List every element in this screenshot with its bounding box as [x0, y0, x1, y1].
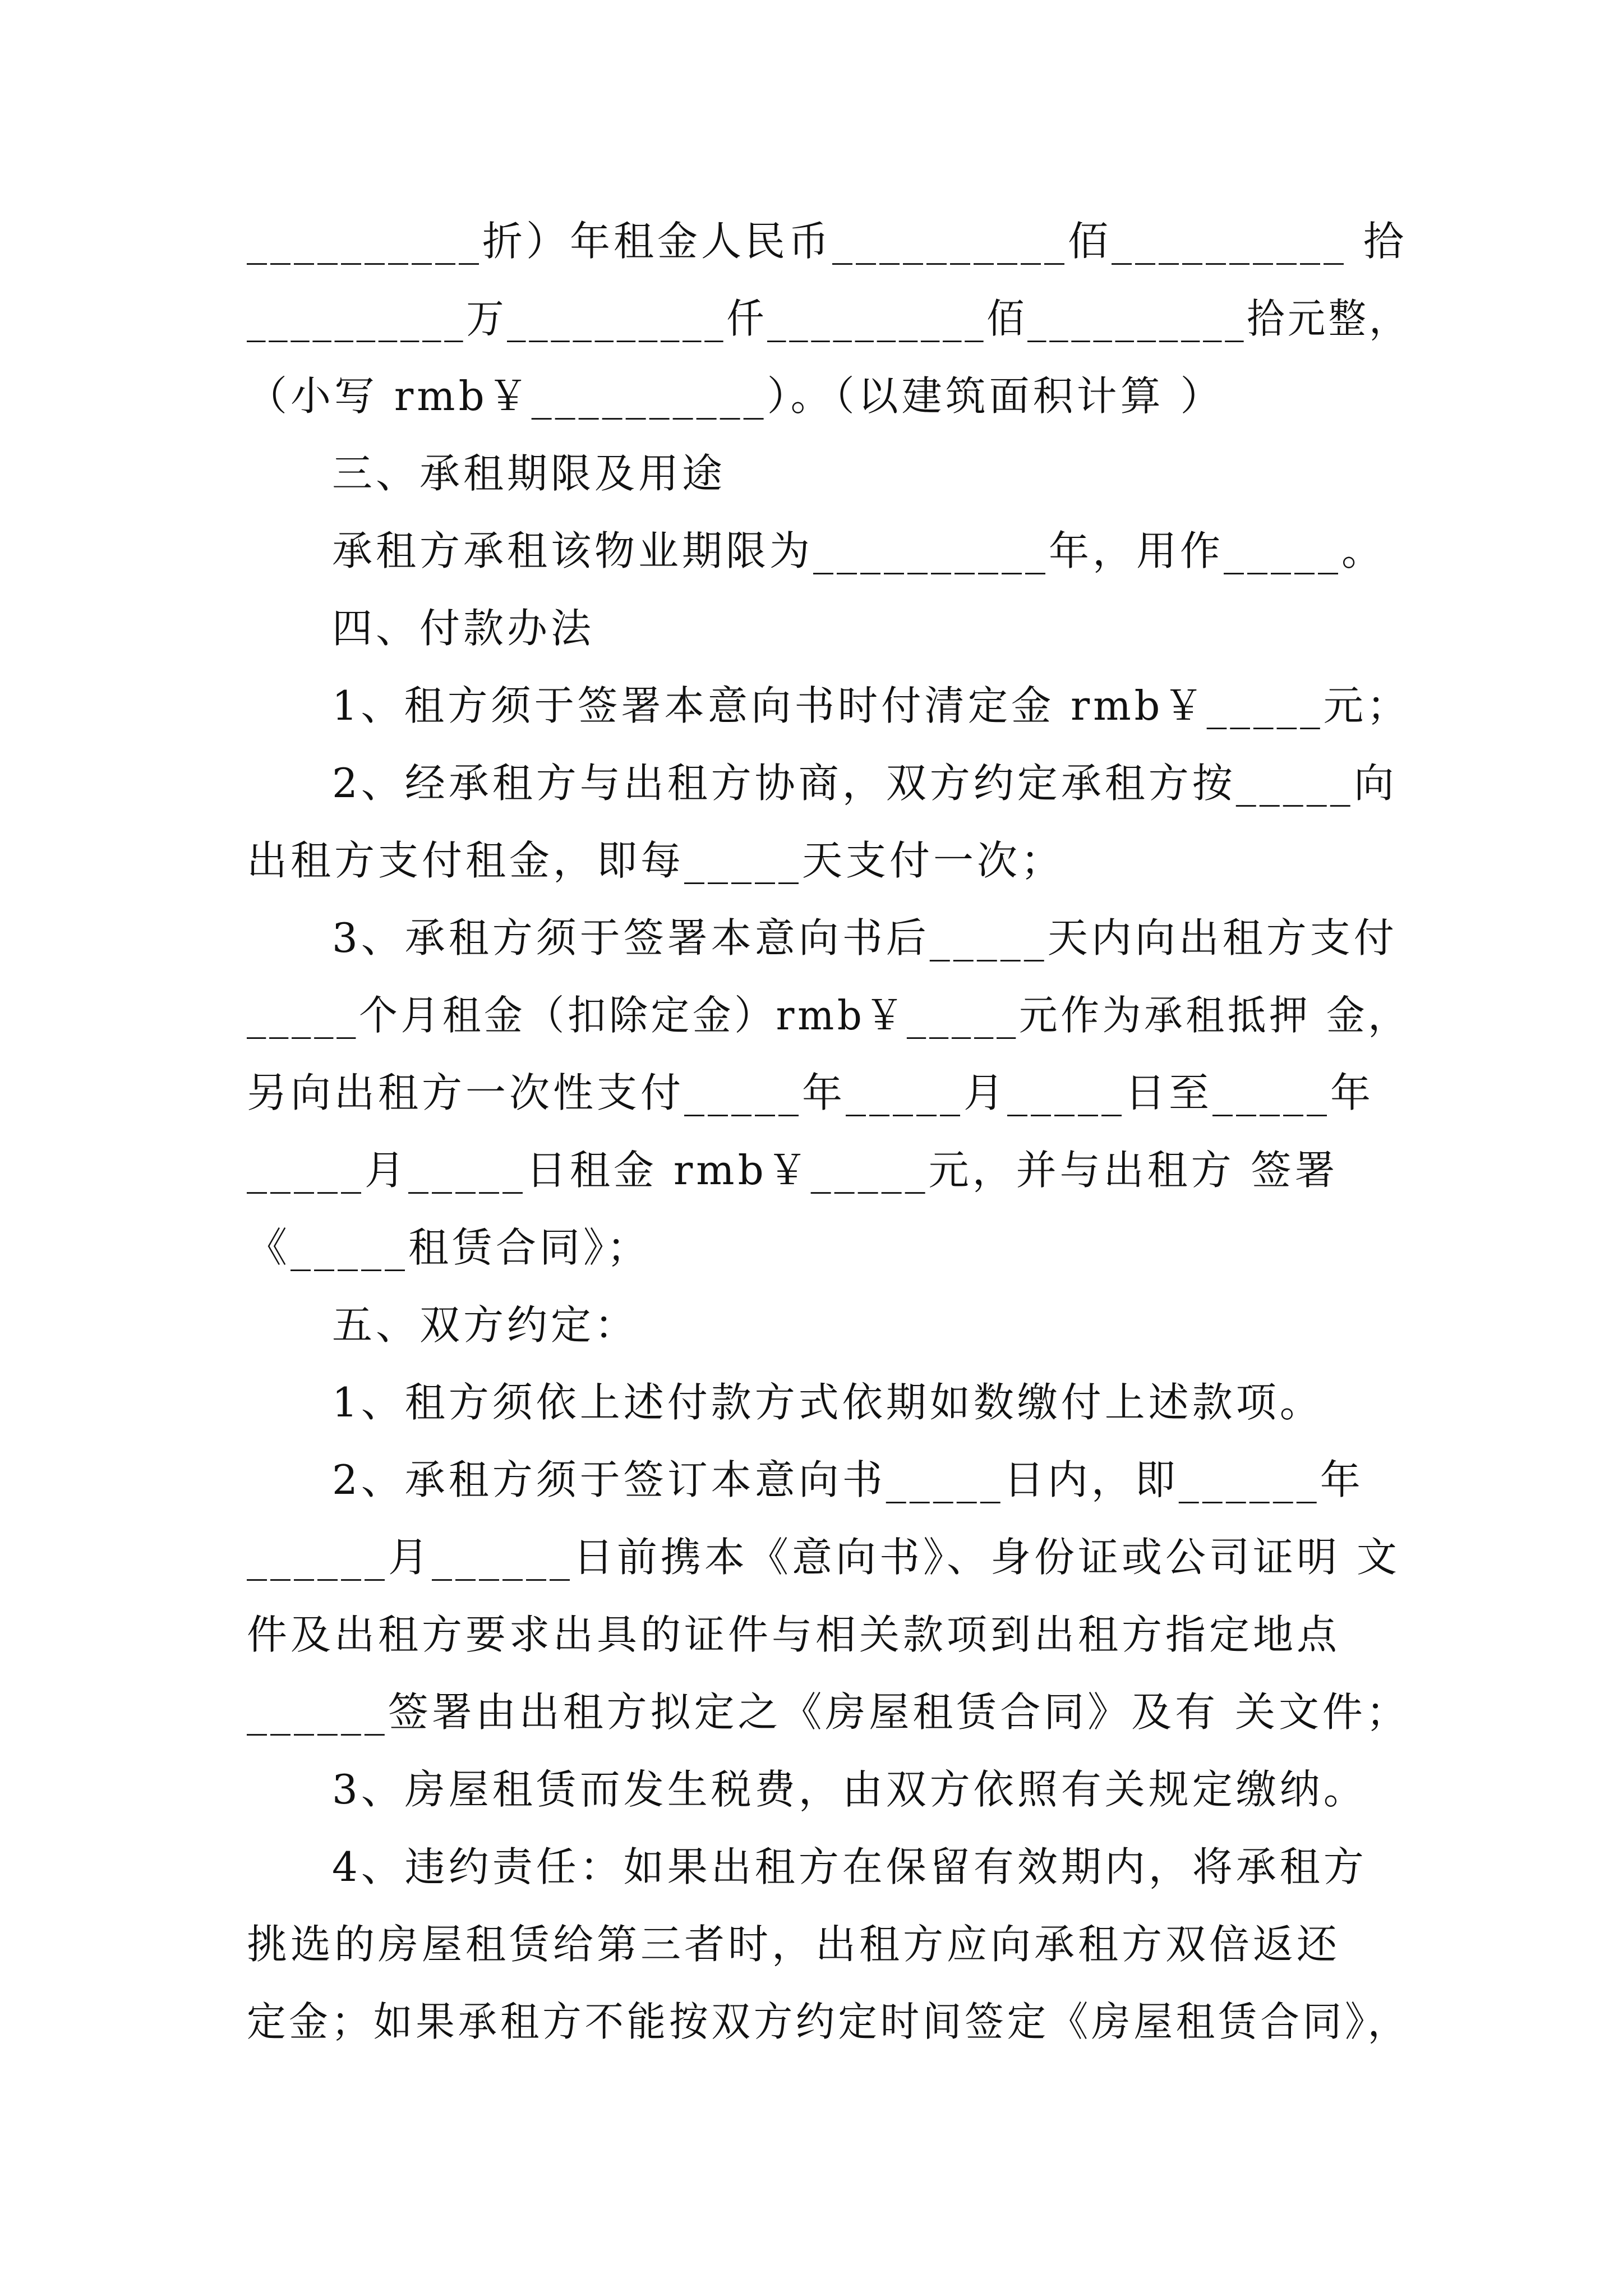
payment-item-3-line-2: _____个月租金（扣除定金）rmb￥_____元作为承租抵押 金， — [247, 992, 1410, 1039]
agreement-item-2-line-3: 件及出租方要求出具的证件与相关款项到出租方指定地点 — [247, 1611, 1341, 1658]
agreement-item-4-line-3: 定金；如果承租方不能按双方约定时间签定《房屋租赁合同》， — [247, 1998, 1410, 2045]
rent-amount-line-1: __________折）年租金人民币__________佰__________ 拾 — [247, 218, 1407, 265]
agreement-item-4-line-2: 挑选的房屋租赁给第三者时，出租方应向承租方双倍返还 — [247, 1921, 1341, 1968]
agreement-item-2-line-1: 2、承租方须于签订本意向书_____日内，即______年 — [332, 1456, 1364, 1503]
payment-item-3-line-3: 另向出租方一次性支付_____年_____月_____日至_____年 — [247, 1069, 1375, 1116]
agreement-item-1: 1、租方须依上述付款方式依期如数缴付上述款项。 — [332, 1379, 1324, 1426]
payment-item-3-line-4: _____月_____日租金 rmb￥_____元，并与出租方 签署 — [247, 1147, 1339, 1194]
payment-item-2-line-2: 出租方支付租金，即每_____天支付一次； — [247, 837, 1065, 884]
agreement-item-2-line-4: ______签署由出租方拟定之《房屋租赁合同》及有 关文件； — [247, 1688, 1410, 1736]
payment-item-1: 1、租方须于签署本意向书时付清定金 rmb￥_____元； — [332, 682, 1410, 729]
payment-item-3-line-5: 《_____租赁合同》； — [247, 1224, 651, 1271]
agreement-item-4-line-1: 4、违约责任：如果出租方在保留有效期内，将承租方 — [332, 1843, 1367, 1890]
rent-amount-line-3: （小写 rmb￥__________）。（以建筑面积计算 ） — [247, 372, 1224, 420]
term-paragraph: 承租方承租该物业期限为__________年，用作_____。 — [332, 527, 1386, 574]
rent-amount-line-2: __________万__________仟__________佰__________拾元整， — [247, 295, 1410, 342]
section-heading-payment: 四、付款办法 — [332, 605, 595, 652]
section-heading-term: 三、承租期限及用途 — [332, 450, 726, 497]
section-heading-agreement: 五、双方约定： — [332, 1301, 639, 1349]
agreement-item-3: 3、房屋租赁而发生税费，由双方依照有关规定缴纳。 — [332, 1766, 1367, 1813]
payment-item-2-line-1: 2、经承租方与出租方协商，双方约定承租方按_____向 — [332, 760, 1398, 807]
payment-item-3-line-1: 3、承租方须于签署本意向书后_____天内向出租方支付 — [332, 914, 1398, 961]
agreement-item-2-line-2: ______月______日前携本《意向书》、身份证或公司证明 文 — [247, 1534, 1400, 1581]
